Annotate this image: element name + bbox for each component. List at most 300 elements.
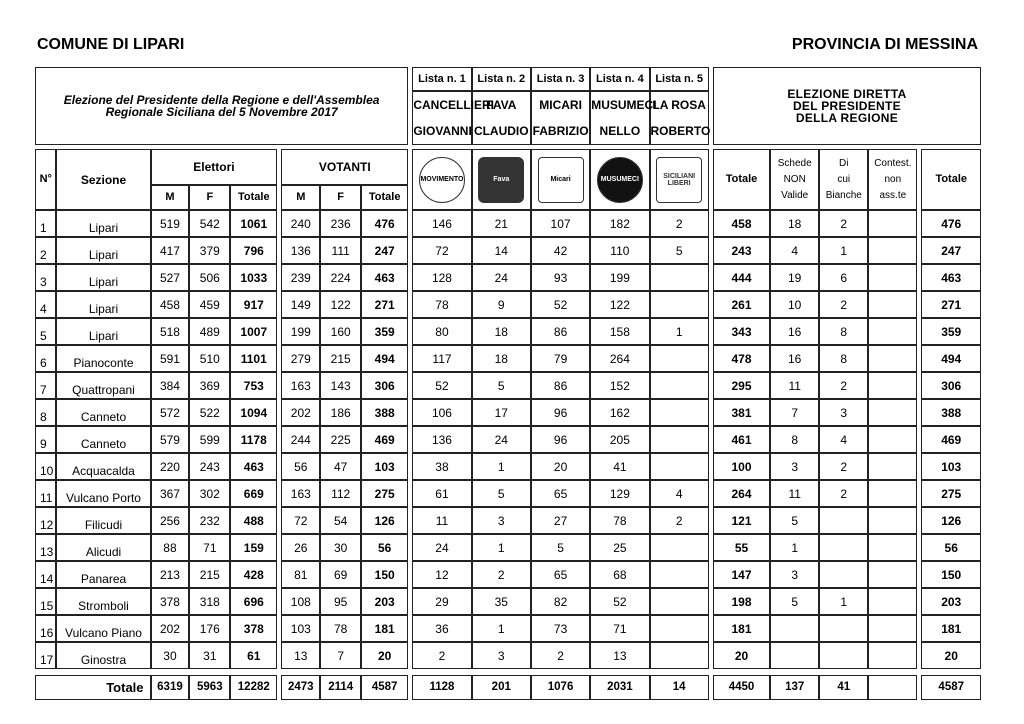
votanti-totale: 126 [361, 507, 408, 534]
totale-validi: 295 [713, 372, 770, 399]
col-votanti-totale: Totale [361, 185, 408, 210]
row-number: 6 [35, 345, 56, 372]
schede-bianche: 1 [819, 237, 868, 264]
schede-non-valide: 3 [770, 453, 819, 480]
elettori-f: 599 [189, 426, 230, 453]
lista-5-voti [650, 453, 709, 480]
lista-5-voti: 2 [650, 210, 709, 237]
schede-contestate [868, 642, 917, 669]
totals-votanti-vt: 4587 [361, 675, 408, 700]
right-title-line: DELLA REGIONE [795, 111, 899, 125]
totale-validi: 444 [713, 264, 770, 291]
table-row [35, 210, 981, 237]
col-contestate-line: Contest. [874, 157, 912, 169]
lista-5-voti: 1 [650, 318, 709, 345]
elettori-m: 458 [151, 291, 190, 318]
schede-contestate [868, 588, 917, 615]
lista-2-voti: 3 [472, 642, 531, 669]
elettori-totale: 463 [230, 453, 277, 480]
schede-contestate [868, 264, 917, 291]
lista-3-voti: 65 [531, 561, 590, 588]
votanti-m: 163 [281, 372, 320, 399]
table-row [35, 507, 981, 534]
table-row [35, 561, 981, 588]
lista-2-voti: 9 [472, 291, 531, 318]
votanti-f: 236 [320, 210, 361, 237]
totals-elettori-em: 6319 [151, 675, 190, 700]
schede-bianche [819, 507, 868, 534]
schede-contestate [868, 534, 917, 561]
lista-3-voti: 42 [531, 237, 590, 264]
totale-votanti: 247 [921, 237, 981, 264]
row-sezione: Ginostra [56, 642, 150, 669]
votanti-f: 160 [320, 318, 361, 345]
lista-2-voti: 5 [472, 372, 531, 399]
votanti-totale: 203 [361, 588, 408, 615]
lista-3-voti: 65 [531, 480, 590, 507]
votanti-totale: 271 [361, 291, 408, 318]
candidate-surname: LA ROSA [650, 91, 709, 118]
row-number: 15 [35, 588, 56, 615]
totals-totale: 4587 [921, 675, 981, 700]
schede-contestate [868, 561, 917, 588]
votanti-totale: 20 [361, 642, 408, 669]
votanti-totale: 56 [361, 534, 408, 561]
schede-contestate [868, 345, 917, 372]
votanti-m: 244 [281, 426, 320, 453]
table-row [35, 264, 981, 291]
lista-2-voti: 1 [472, 453, 531, 480]
lista-logo-cell [412, 149, 471, 210]
totale-votanti: 150 [921, 561, 981, 588]
elettori-m: 378 [151, 588, 190, 615]
votanti-totale: 494 [361, 345, 408, 372]
lista-1-voti: 11 [412, 507, 471, 534]
lista-4-voti: 41 [590, 453, 649, 480]
lista-5-voti [650, 588, 709, 615]
lista-2-voti: 35 [472, 588, 531, 615]
elettori-totale: 917 [230, 291, 277, 318]
elettori-f: 459 [189, 291, 230, 318]
schede-contestate [868, 237, 917, 264]
col-contestate-line: non [884, 173, 902, 185]
schede-non-valide: 3 [770, 561, 819, 588]
table-row [35, 615, 981, 642]
schede-bianche [819, 642, 868, 669]
lista-3-voti: 86 [531, 372, 590, 399]
row-sezione: Vulcano Piano [56, 615, 150, 642]
candidate-name: ROBERTO [650, 118, 709, 145]
elettori-m: 384 [151, 372, 190, 399]
totale-validi: 147 [713, 561, 770, 588]
lista-logo-cell [531, 149, 590, 210]
schede-contestate [868, 318, 917, 345]
elettori-f: 176 [189, 615, 230, 642]
schede-non-valide: 11 [770, 372, 819, 399]
comune-header: COMUNE DI LIPARI [37, 36, 185, 53]
votanti-f: 122 [320, 291, 361, 318]
schede-non-valide: 16 [770, 345, 819, 372]
elettori-totale: 1061 [230, 210, 277, 237]
table-row [35, 480, 981, 507]
row-number: 14 [35, 561, 56, 588]
totale-votanti: 275 [921, 480, 981, 507]
votanti-m: 163 [281, 480, 320, 507]
totals-votanti-vm: 2473 [281, 675, 320, 700]
votanti-f: 95 [320, 588, 361, 615]
schede-bianche [819, 561, 868, 588]
elettori-m: 417 [151, 237, 190, 264]
totale-validi: 121 [713, 507, 770, 534]
schede-contestate [868, 291, 917, 318]
col-elettori-f: F [189, 185, 230, 210]
table-row [35, 345, 981, 372]
fava-cento-passi-icon: Fava [478, 157, 524, 203]
lista-1-voti: 78 [412, 291, 471, 318]
lista-5-voti [650, 264, 709, 291]
votanti-f: 186 [320, 399, 361, 426]
votanti-f: 215 [320, 345, 361, 372]
lista-5-voti [650, 561, 709, 588]
lista-4-voti: 78 [590, 507, 649, 534]
totale-votanti: 469 [921, 426, 981, 453]
col-di-cui-bianche-line: cui [837, 173, 851, 185]
votanti-m: 149 [281, 291, 320, 318]
totale-votanti: 494 [921, 345, 981, 372]
lista-2-voti: 18 [472, 318, 531, 345]
votanti-totale: 181 [361, 615, 408, 642]
schede-bianche [819, 534, 868, 561]
votanti-f: 112 [320, 480, 361, 507]
lista-5-voti: 2 [650, 507, 709, 534]
votanti-totale: 103 [361, 453, 408, 480]
schede-non-valide: 19 [770, 264, 819, 291]
elettori-m: 572 [151, 399, 190, 426]
row-sezione: Stromboli [56, 588, 150, 615]
col-schede-non-valide-line: Valide [781, 189, 809, 201]
schede-bianche: 8 [819, 318, 868, 345]
lista-5-voti [650, 426, 709, 453]
votanti-totale: 476 [361, 210, 408, 237]
schede-non-valide: 5 [770, 507, 819, 534]
totale-votanti: 271 [921, 291, 981, 318]
row-number: 1 [35, 210, 56, 237]
lista-2-voti: 21 [472, 210, 531, 237]
elettori-m: 527 [151, 264, 190, 291]
elettori-m: 30 [151, 642, 190, 669]
col-di-cui-bianche-line: Di [839, 157, 849, 169]
elettori-f: 506 [189, 264, 230, 291]
lista-2-voti: 5 [472, 480, 531, 507]
lista-1-voti: 80 [412, 318, 471, 345]
lista-label: Lista n. 2 [472, 67, 531, 91]
lista-3-voti: 73 [531, 615, 590, 642]
elettori-f: 522 [189, 399, 230, 426]
col-n: N° [35, 149, 56, 210]
lista-4-voti: 182 [590, 210, 649, 237]
row-sezione: Quattropani [56, 372, 150, 399]
elettori-m: 519 [151, 210, 190, 237]
elettori-f: 542 [189, 210, 230, 237]
lista-logo-cell [590, 149, 649, 210]
right-title-line: ELEZIONE DIRETTA [787, 87, 907, 101]
col-votanti-m: M [281, 185, 320, 210]
row-number: 10 [35, 453, 56, 480]
totals-lista-2: 201 [472, 675, 531, 700]
votanti-f: 111 [320, 237, 361, 264]
schede-non-valide: 11 [770, 480, 819, 507]
row-number: 9 [35, 426, 56, 453]
totals-elettori-et: 12282 [230, 675, 277, 700]
table-row [35, 372, 981, 399]
schede-bianche: 2 [819, 453, 868, 480]
elettori-totale: 1178 [230, 426, 277, 453]
row-sezione: Pianoconte [56, 345, 150, 372]
lista-4-voti: 162 [590, 399, 649, 426]
elettori-totale: 669 [230, 480, 277, 507]
votanti-totale: 275 [361, 480, 408, 507]
totale-votanti: 103 [921, 453, 981, 480]
lista-1-voti: 146 [412, 210, 471, 237]
totale-validi: 55 [713, 534, 770, 561]
lista-4-voti: 129 [590, 480, 649, 507]
schede-bianche: 6 [819, 264, 868, 291]
schede-contestate [868, 507, 917, 534]
candidate-name: GIOVANNI [412, 118, 471, 145]
votanti-m: 240 [281, 210, 320, 237]
lista-logo-cell [472, 149, 531, 210]
candidate-name: FABRIZIO [531, 118, 590, 145]
lista-3-voti: 96 [531, 399, 590, 426]
elettori-m: 202 [151, 615, 190, 642]
votanti-f: 30 [320, 534, 361, 561]
lista-5-voti [650, 372, 709, 399]
lista-1-voti: 106 [412, 399, 471, 426]
schede-non-valide [770, 642, 819, 669]
col-di-cui-bianche [819, 149, 868, 210]
lista-4-voti: 205 [590, 426, 649, 453]
schede-non-valide: 7 [770, 399, 819, 426]
lista-2-voti: 14 [472, 237, 531, 264]
votanti-m: 56 [281, 453, 320, 480]
schede-contestate [868, 399, 917, 426]
totale-votanti: 463 [921, 264, 981, 291]
row-sezione: Lipari [56, 237, 150, 264]
lista-1-voti: 2 [412, 642, 471, 669]
elettori-totale: 488 [230, 507, 277, 534]
votanti-m: 199 [281, 318, 320, 345]
table-row [35, 534, 981, 561]
schede-bianche: 1 [819, 588, 868, 615]
table-row [35, 291, 981, 318]
votanti-f: 143 [320, 372, 361, 399]
col-contestate [868, 149, 917, 210]
elettori-m: 220 [151, 453, 190, 480]
elettori-f: 318 [189, 588, 230, 615]
lista-3-voti: 86 [531, 318, 590, 345]
lista-4-voti: 264 [590, 345, 649, 372]
elettori-f: 243 [189, 453, 230, 480]
row-number: 11 [35, 480, 56, 507]
votanti-totale: 150 [361, 561, 408, 588]
votanti-m: 239 [281, 264, 320, 291]
totale-validi: 461 [713, 426, 770, 453]
row-number: 5 [35, 318, 56, 345]
table-row [35, 642, 981, 669]
lista-2-voti: 3 [472, 507, 531, 534]
totals-votanti-vf: 2114 [320, 675, 361, 700]
schede-non-valide: 5 [770, 588, 819, 615]
lista-4-voti: 158 [590, 318, 649, 345]
schede-non-valide: 16 [770, 318, 819, 345]
totale-validi: 261 [713, 291, 770, 318]
votanti-f: 54 [320, 507, 361, 534]
lista-1-voti: 72 [412, 237, 471, 264]
row-sezione: Lipari [56, 264, 150, 291]
totale-votanti: 359 [921, 318, 981, 345]
elettori-totale: 696 [230, 588, 277, 615]
table-row [35, 399, 981, 426]
musumeci-presidente-icon: MUSUMECI [597, 157, 643, 203]
totale-votanti: 306 [921, 372, 981, 399]
schede-bianche: 2 [819, 291, 868, 318]
lista-2-voti: 2 [472, 561, 531, 588]
lista-5-voti [650, 615, 709, 642]
schede-non-valide: 4 [770, 237, 819, 264]
votanti-f: 7 [320, 642, 361, 669]
votanti-m: 81 [281, 561, 320, 588]
lista-3-voti: 107 [531, 210, 590, 237]
elettori-m: 591 [151, 345, 190, 372]
votanti-f: 47 [320, 453, 361, 480]
elettori-m: 213 [151, 561, 190, 588]
lista-5-voti [650, 534, 709, 561]
row-sezione: Lipari [56, 318, 150, 345]
row-sezione: Lipari [56, 291, 150, 318]
row-number: 2 [35, 237, 56, 264]
candidate-surname: CANCELLIERI [412, 91, 471, 118]
totals-row [35, 675, 981, 700]
elettori-totale: 428 [230, 561, 277, 588]
table-row [35, 237, 981, 264]
lista-4-voti: 199 [590, 264, 649, 291]
row-sezione: Alicudi [56, 534, 150, 561]
lista-3-voti: 82 [531, 588, 590, 615]
row-number: 3 [35, 264, 56, 291]
schede-non-valide: 8 [770, 426, 819, 453]
elettori-f: 71 [189, 534, 230, 561]
right-title [713, 67, 981, 145]
lista-3-voti: 52 [531, 291, 590, 318]
totale-votanti: 56 [921, 534, 981, 561]
votanti-m: 202 [281, 399, 320, 426]
schede-non-valide: 18 [770, 210, 819, 237]
candidate-surname: FAVA [472, 91, 531, 118]
col-votanti-f: F [320, 185, 361, 210]
votanti-m: 26 [281, 534, 320, 561]
col-di-cui-bianche-line: Bianche [825, 189, 862, 201]
micari-presidente-icon: Micari [538, 157, 584, 203]
elettori-f: 232 [189, 507, 230, 534]
lista-5-voti [650, 291, 709, 318]
votanti-totale: 247 [361, 237, 408, 264]
schede-contestate [868, 615, 917, 642]
lista-3-voti: 79 [531, 345, 590, 372]
votanti-f: 69 [320, 561, 361, 588]
totale-validi: 243 [713, 237, 770, 264]
votanti-totale: 359 [361, 318, 408, 345]
col-sezione: Sezione [56, 149, 150, 210]
totals-lista-5: 14 [650, 675, 709, 700]
lista-5-voti: 5 [650, 237, 709, 264]
totals-lista-1: 1128 [412, 675, 471, 700]
lista-2-voti: 1 [472, 615, 531, 642]
schede-non-valide: 1 [770, 534, 819, 561]
elettori-f: 510 [189, 345, 230, 372]
lista-label: Lista n. 1 [412, 67, 471, 91]
elettori-totale: 1094 [230, 399, 277, 426]
row-number: 17 [35, 642, 56, 669]
lista-3-voti: 96 [531, 426, 590, 453]
totals-label: Totale [35, 675, 151, 700]
votanti-f: 78 [320, 615, 361, 642]
elettori-totale: 796 [230, 237, 277, 264]
candidate-name: CLAUDIO [472, 118, 531, 145]
schede-bianche: 2 [819, 210, 868, 237]
elettori-totale: 378 [230, 615, 277, 642]
elettori-totale: 1101 [230, 345, 277, 372]
totale-validi: 458 [713, 210, 770, 237]
lista-4-voti: 52 [590, 588, 649, 615]
schede-bianche: 4 [819, 426, 868, 453]
lista-2-voti: 1 [472, 534, 531, 561]
totals-lista-3: 1076 [531, 675, 590, 700]
row-number: 7 [35, 372, 56, 399]
lista-label: Lista n. 3 [531, 67, 590, 91]
votanti-totale: 306 [361, 372, 408, 399]
totale-votanti: 20 [921, 642, 981, 669]
elettori-f: 31 [189, 642, 230, 669]
totals-tot: 4450 [713, 675, 770, 700]
totals-lista-4: 2031 [590, 675, 649, 700]
lista-1-voti: 61 [412, 480, 471, 507]
totale-votanti: 126 [921, 507, 981, 534]
totale-validi: 478 [713, 345, 770, 372]
elettori-f: 489 [189, 318, 230, 345]
totale-validi: 100 [713, 453, 770, 480]
schede-non-valide [770, 615, 819, 642]
totals-cont [868, 675, 917, 700]
provincia-header: PROVINCIA DI MESSINA [791, 36, 978, 53]
row-sezione: Canneto [56, 426, 150, 453]
row-number: 4 [35, 291, 56, 318]
elettori-m: 579 [151, 426, 190, 453]
elettori-f: 379 [189, 237, 230, 264]
lista-4-voti: 13 [590, 642, 649, 669]
lista-2-voti: 24 [472, 264, 531, 291]
table-row [35, 588, 981, 615]
lista-1-voti: 136 [412, 426, 471, 453]
votanti-m: 279 [281, 345, 320, 372]
candidate-surname: MUSUMECI [590, 91, 649, 118]
lista-label: Lista n. 4 [590, 67, 649, 91]
row-sezione: Vulcano Porto [56, 480, 150, 507]
col-elettori: Elettori [151, 149, 278, 185]
lista-logo-cell [650, 149, 709, 210]
election-title: Elezione del Presidente della Regione e dell'Assemblea Regionale Siciliana del 5 Novembre 2017 [35, 67, 408, 145]
schede-bianche: 2 [819, 480, 868, 507]
col-schede-non-valide-line: Schede [777, 157, 812, 169]
